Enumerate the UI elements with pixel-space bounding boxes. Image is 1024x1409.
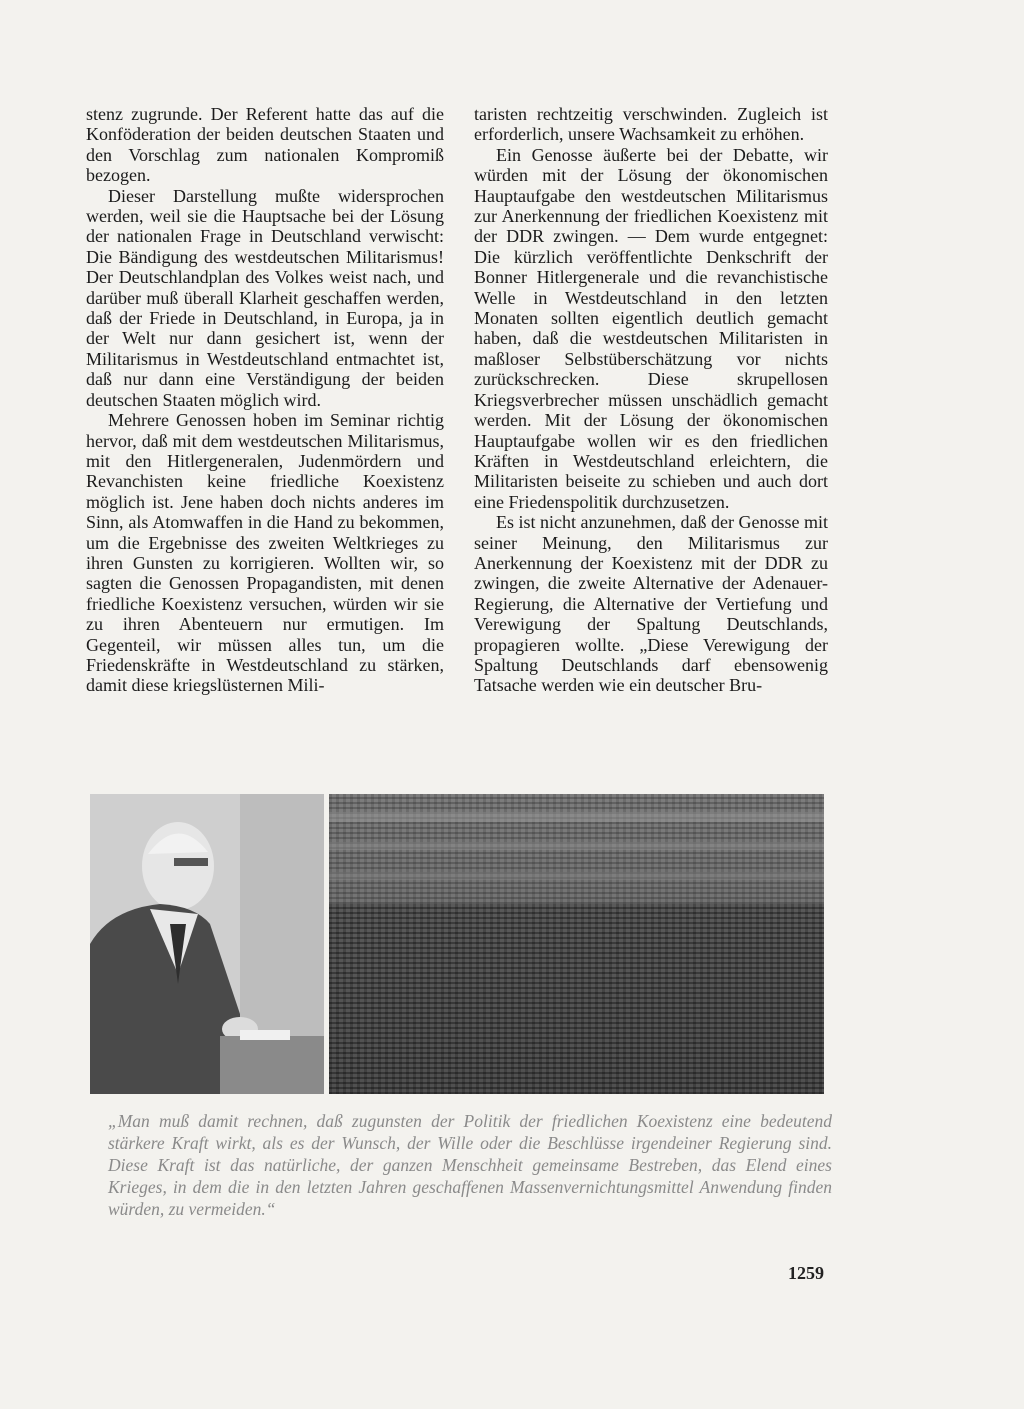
- speaker-photo: [90, 794, 324, 1094]
- paragraph: stenz zugrunde. Der Referent hatte das auf die Konföderation der beiden deutschen Staaten und den Vorschlag zum nationalen Kompromiß bezogen.: [86, 104, 444, 186]
- paragraph: Es ist nicht anzunehmen, daß der Genosse mit seiner Meinung, den Militarismus zur Anerkennung der Koexistenz mit der DDR zu zwingen, die zweite Alternative der Adenauer-Regierung, die Alternative der Vertiefung und Verewigung der Spaltung Deutschlands, propagieren wollte. „Diese Verewigung der Spaltung Deutschlands darf ebensowenig Tatsache werden wie ein deutscher Bru-: [474, 512, 828, 696]
- assembly-hall-photo: [329, 794, 824, 1094]
- page-number: 1259: [788, 1263, 824, 1283]
- paragraph: Dieser Darstellung mußte widersprochen werden, weil sie die Hauptsache bei der Lösung der nationalen Frage in Deutschland verwischt: Die Bändigung des westdeutschen Militarismus! Der Deutschlandplan des Volkes weist nach, und darüber muß überall Klarheit geschaffen werden, daß der Friede in Deutschland, in Europa, ja in der Welt nur dann gesichert ist, wenn der Militarismus in Westdeutschland entmachtet ist, daß nur dann eine Verständigung der beiden deutschen Staaten möglich wird.: [86, 185, 444, 410]
- paragraph: Mehrere Genossen hoben im Seminar richtig hervor, daß mit dem westdeutschen Militarismus, mit den Hitlergeneralen, Judenmördern und Revanchisten keine friedliche Koexistenz möglich ist. Jene haben doch nichts anderes im Sinn, als Atomwaffen in die Hand zu bekommen, um die Ergebnisse des zweiten Weltkrieges zu ihren Gunsten zu korrigieren. Wollten wir, so sagten die Genossen Propagandisten, mit denen friedliche Koexistenz versuchen, würden wir sie zu ihren Abenteuern nur ermutigen. Im Gegenteil, wir müssen alles tun, um die Friedenskräfte in Westdeutschland zu stärken, damit diese kriegslüsternen Mili-: [86, 410, 444, 696]
- paragraph: Ein Genosse äußerte bei der Debatte, wir würden mit der Lösung der ökonomischen Hauptaufgabe den westdeutschen Militarismus zur Anerkennung der friedlichen Koexistenz mit der DDR zwingen. — Dem wurde entgegnet: Die kürzlich veröffentlichte Denkschrift der Bonner Hitlergenerale und die revanchistische Welle in Westdeutschland in den letzten Monaten sollten eigentlich deutlich gemacht haben, daß die westdeutschen Militaristen in maßloser Selbstüberschätzung vor nichts zurückschrecken. Diese skrupellosen Kriegsverbrecher müssen unschädlich gemacht werden. Mit der Lösung der ökonomischen Hauptaufgabe wollen wir es den friedlichen Kräften in Westdeutschland erleichtern, die Militaristen beiseite zu schieben und auch dort eine Friedenspolitik durchzusetzen.: [474, 144, 828, 512]
- left-text-column: [86, 104, 444, 696]
- photo-caption: „Man muß damit rechnen, daß zugunsten der Politik der friedlichen Koexistenz eine bedeutend stärkere Kraft wirkt, als es der Wunsch, der Wille oder die Beschlüsse irgendeiner Regierung sind. Diese Kraft ist das natürliche, der ganzen Menschheit gemeinsame Bestreben, das Elend eines Krieges, in dem die in den letzten Jahren geschaffenen Massenvernichtungsmittel Anwendung finden würden, zu vermeiden.“: [108, 1111, 832, 1219]
- paragraph: taristen rechtzeitig verschwinden. Zugleich ist erforderlich, unsere Wachsamkeit zu erhöhen.: [474, 104, 828, 145]
- right-text-column: [474, 104, 828, 696]
- photo-strip: [90, 794, 824, 1094]
